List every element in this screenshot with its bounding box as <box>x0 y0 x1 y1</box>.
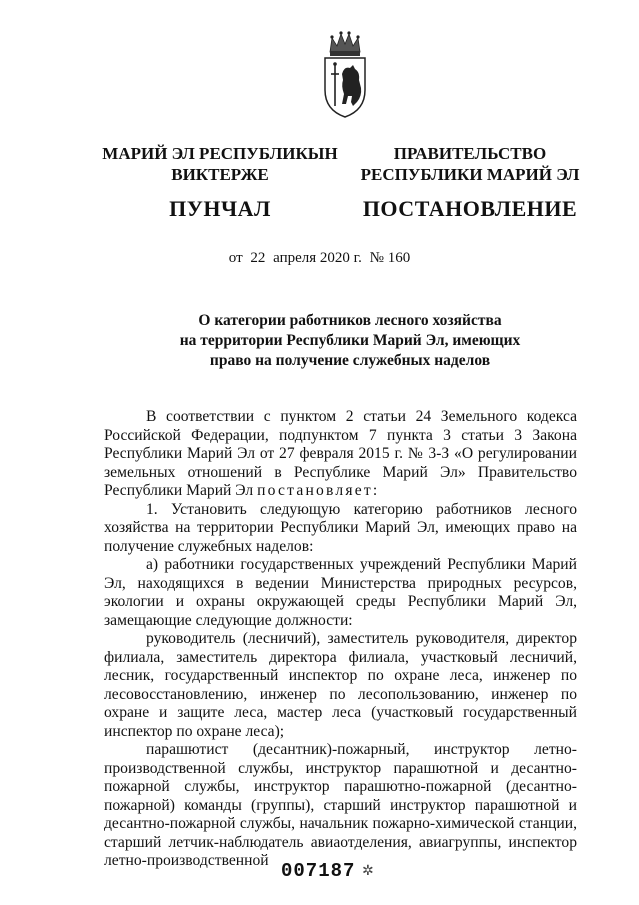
document-title <box>100 311 600 371</box>
document-body <box>104 408 577 871</box>
coat-of-arms-icon <box>322 30 368 118</box>
body-paragraph-1-decree-word: постановляет: <box>257 482 380 499</box>
body-paragraph-1 <box>104 408 577 501</box>
body-paragraph-2: 1. Установить следующую категорию работников лесного хозяйства на территории Республики Марий Эл, имеющих право на получение служебных наделов: <box>104 500 577 555</box>
body-paragraph-3: а) работники государственных учреждений Республики Марий Эл, находящихся в ведении Министерства природных ресурсов, экологии и охраны окружающей среды Республики Марий Эл, замещающие следующие должности: <box>104 556 577 629</box>
header-left-line1: МАРИЙ ЭЛ РЕСПУБЛИКЫН <box>102 144 338 163</box>
date-line <box>0 250 639 267</box>
header-right-line1: ПРАВИТЕЛЬСТВО <box>393 144 547 163</box>
title-line1: О категории работников лесного хозяйства <box>198 312 502 329</box>
date-prefix: от <box>228 250 243 266</box>
header-right-block <box>360 143 580 222</box>
date-day: 22 <box>250 250 266 266</box>
header-right-doc-type: ПОСТАНОВЛЕНИЕ <box>362 196 578 221</box>
document-number: № 160 <box>369 250 411 266</box>
date-month-year: апреля 2020 г. <box>273 250 362 266</box>
title-line3: право на получение служебных наделов <box>209 352 491 369</box>
header-left-line2: ВИКТЕРЖЕ <box>171 165 269 184</box>
header-left-doc-type: ПУНЧАЛ <box>169 196 271 221</box>
body-paragraph-5: парашютист (десантник)-пожарный, инструктор летно-производственной службы, инструктор парашютной и десантно-пожарной службы, инструктор парашютно-пожарной (десантно-пожарной) команды (группы), старший инструктор парашютной и десантно-пожарной службы, начальник пожарно-химической станции, старший летчик-наблюдатель авиаотделения, авиагруппы, инспектор летно-производственной <box>104 741 577 869</box>
star-mark-icon: ✲ <box>362 864 374 879</box>
body-paragraph-4: руководитель (лесничий), заместитель руководителя, директор филиала, заместитель директора филиала, участковый лесничий, лесник, государственный инспектор по охране леса, инженер по лесовосстановлению, инженер по лесопользованию, инженер по охране и защите леса, мастер леса (участковый государственный инспектор по охране леса); <box>104 630 577 740</box>
footer-serial-number: 007187 <box>281 860 356 882</box>
title-line2: на территории Республики Марий Эл, имеющих <box>179 332 521 349</box>
body-paragraph-1-text: В соответствии с пунктом 2 статьи 24 Земельного кодекса Российской Федерации, подпунктом 7 пункта 3 статьи 3 Закона Республики Марий Эл от 27 февраля 2015 г. № 3-З «О регулировании земельных отношений в Республике Марий Эл» Правительство Республики Марий Эл <box>104 408 577 499</box>
header-left-block <box>100 143 340 222</box>
header-right-line2: РЕСПУБЛИКИ МАРИЙ ЭЛ <box>360 165 580 184</box>
